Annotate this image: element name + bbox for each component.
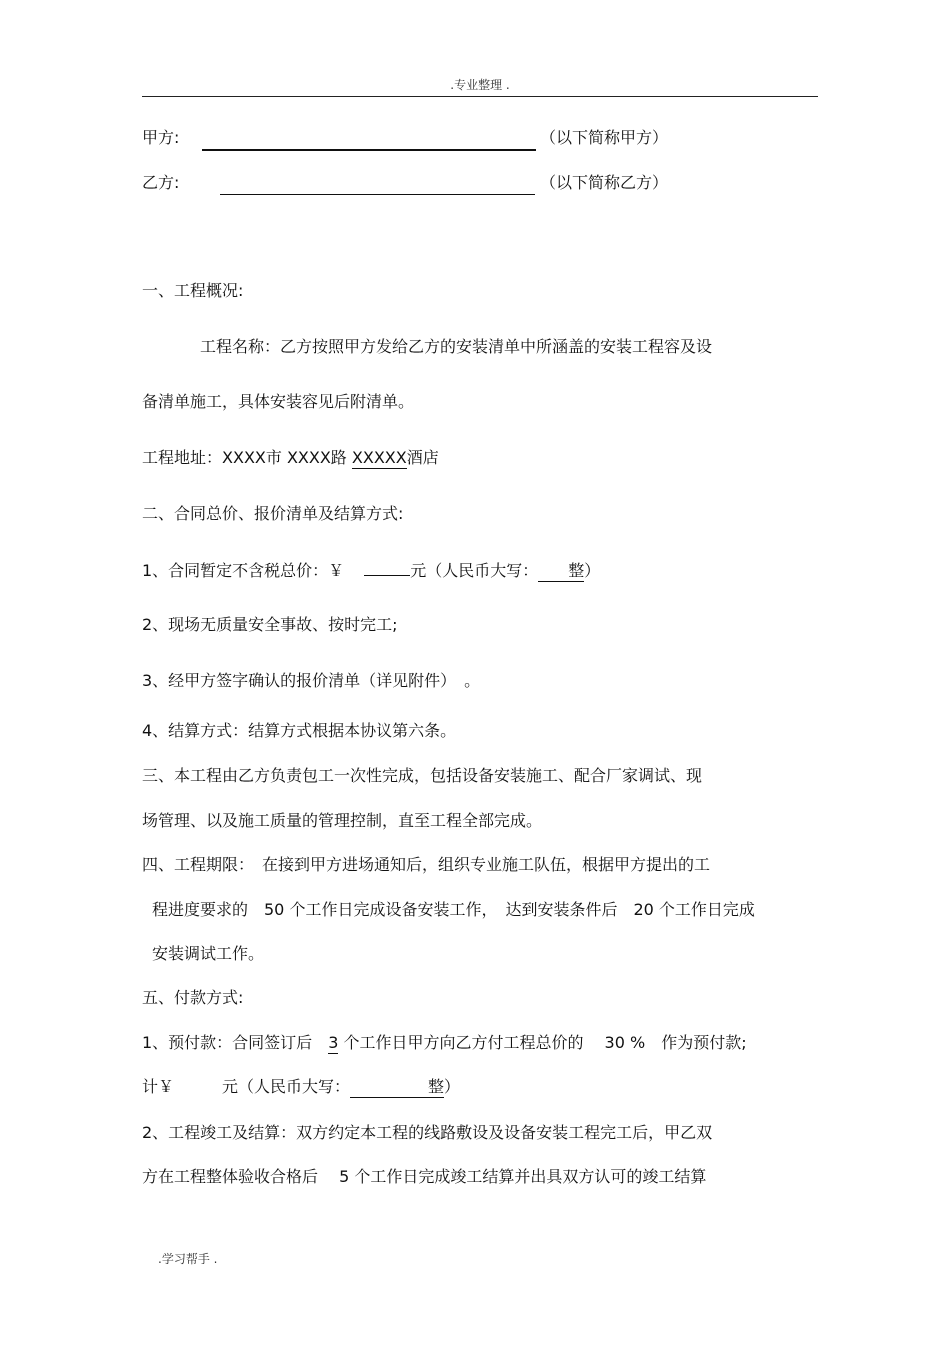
- prepay-days: 3: [328, 1033, 339, 1052]
- address-part3: 酒店: [406, 448, 439, 467]
- party-b-label: 乙方:: [142, 173, 180, 192]
- page-header: .专业整理 .: [450, 78, 510, 92]
- section1-name-line2: 备清单施工，具体安装容见后附清单。: [142, 392, 415, 411]
- section2-item3: 3、经甲方签字确认的报价清单（详见附件） 。: [142, 671, 481, 690]
- prepay-zheng: 整: [350, 1077, 444, 1098]
- party-a-note: （以下简称甲方）: [540, 128, 669, 147]
- party-b-note: （以下简称乙方）: [540, 173, 669, 192]
- section2-item2: 2、现场无质量安全事故、按时完工;: [142, 615, 398, 634]
- prepay-close: ）: [444, 1077, 461, 1096]
- section5-item1-line2: [142, 1077, 460, 1097]
- amount-blank: [364, 559, 410, 576]
- section3-line2: 场管理、以及施工质量的管理控制，直至工程全部完成。: [142, 811, 543, 830]
- section3-line1: 三、本工程由乙方负责包工一次性完成，包括设备安装施工、配合厂家调试、现: [142, 766, 703, 785]
- section1-title: 一、工程概况:: [142, 281, 244, 300]
- section4-line3: 安装调试工作。: [152, 944, 265, 963]
- prepay-line2-prefix: 计￥ 元（人民币大写：: [142, 1077, 351, 1096]
- party-b-blank: [220, 194, 535, 195]
- section2-item4: 4、结算方式：结算方式根据本协议第六条。: [142, 721, 457, 740]
- section4-line2: 程进度要求的 50 个工作日完成设备安装工作， 达到安装条件后 20 个工作日完成: [152, 900, 755, 919]
- address-label: 工程地址：: [142, 448, 223, 467]
- prepay-prefix: 1、预付款：合同签订后: [142, 1033, 329, 1052]
- party-a-blank: [202, 149, 536, 151]
- section1-name-line1: 工程名称：乙方按照甲方发给乙方的安装清单中所涵盖的安装工程容及设: [200, 337, 713, 356]
- section4-line1: 四、工程期限： 在接到甲方进场通知后，组织专业施工队伍，根据甲方提出的工: [142, 855, 711, 874]
- section1-address: [142, 448, 439, 468]
- address-part2: XXXXX: [351, 448, 407, 467]
- party-a-label: 甲方:: [142, 128, 180, 147]
- page-footer: .学习帮手 .: [158, 1252, 218, 1266]
- section2-item1: [142, 559, 600, 581]
- item1-unit: 元（人民币大写：: [410, 561, 539, 580]
- section5-item2-line2: 方在工程整体验收合格后 5 个工作日完成竣工结算并出具双方认可的竣工结算: [142, 1167, 707, 1186]
- item1-close: ）: [584, 561, 601, 580]
- section5-item2-line1: 2、工程竣工及结算：双方约定本工程的线路敷设及设备安装工程完工后，甲乙双: [142, 1123, 713, 1142]
- prepay-rest: 个工作日甲方向乙方付工程总价的 30 % 作为预付款;: [338, 1033, 747, 1052]
- section5-title: 五、付款方式:: [142, 988, 244, 1007]
- section2-title: 二、合同总价、报价清单及结算方式:: [142, 504, 404, 523]
- header-rule: [142, 96, 818, 97]
- section5-item1: [142, 1033, 747, 1053]
- item1-zheng: 整: [538, 561, 584, 582]
- address-part1: XXXX市 XXXX路: [222, 448, 352, 467]
- item1-prefix: 1、合同暂定不含税总价：￥: [142, 561, 345, 580]
